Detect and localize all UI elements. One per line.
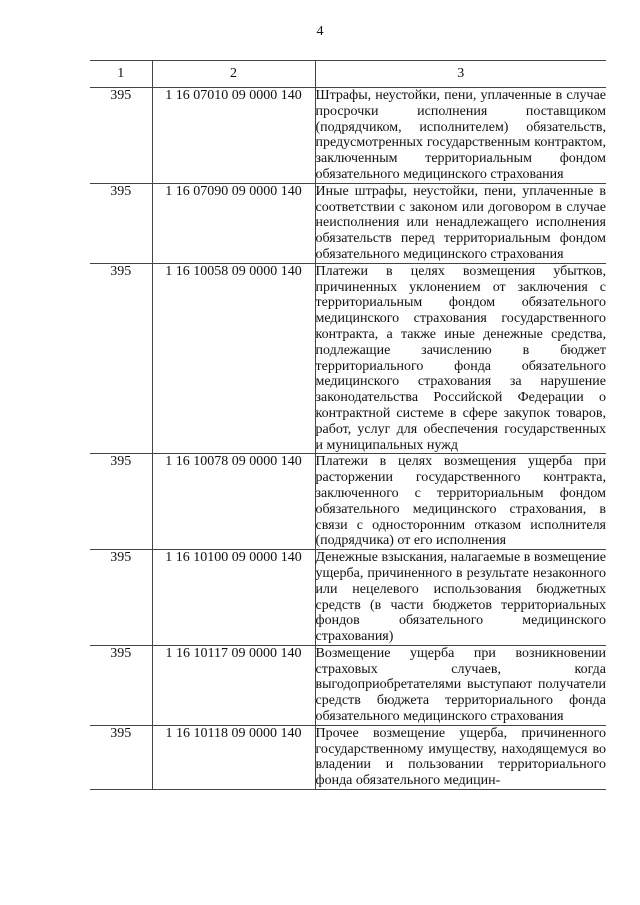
page-number: 4 — [316, 24, 324, 39]
revenue-description: Иные штрафы, неустойки, пени, уплаченные в соответствии с законом или договором в случае неисполнения или ненадлежащего исполнения обязательств перед территориальным фондом обязательного медицинского страхования — [315, 183, 606, 262]
revenue-code: 1 16 10117 09 0000 140 — [152, 645, 315, 725]
administrator-code: 395 — [90, 183, 152, 263]
revenue-description: Денежные взыскания, налагаемые в возмещение ущерба, причиненного в результате незаконного или нецелевого использования бюджетных средств (в части бюджетов территориальных фондов обязательного медицинского страхования) — [315, 550, 606, 645]
revenue-description: Прочее возмещение ущерба, причиненного государственному имуществу, находящемуся во владении и пользовании территориального фонда обязательного медицин- — [315, 725, 606, 789]
administrator-code: 395 — [90, 263, 152, 454]
table-row — [90, 183, 606, 263]
table-row — [90, 645, 606, 725]
column-header-3: 3 — [315, 61, 606, 88]
revenue-code: 1 16 07090 09 0000 140 — [152, 183, 315, 263]
revenue-code: 1 16 10118 09 0000 140 — [152, 725, 315, 789]
administrator-code: 395 — [90, 645, 152, 725]
table-row — [90, 725, 606, 789]
administrator-code: 395 — [90, 88, 152, 184]
revenue-description: Возмещение ущерба при возникновении страховых случаев, когда выгодоприобретателями выступают получатели средств бюджета территориального фонда обязательного медицинского страхования — [315, 645, 606, 725]
administrator-code: 395 — [90, 725, 152, 789]
administrator-code: 395 — [90, 454, 152, 550]
table-row — [90, 88, 606, 184]
revenue-code: 1 16 07010 09 0000 140 — [152, 88, 315, 184]
revenue-description: Штрафы, неустойки, пени, уплаченные в случае просрочки исполнения поставщиком (подрядчиком, исполнителем) обязательств, предусмотренных государственным контрактом, заключенным территориальным фондом обязательного медицинского страхования — [315, 88, 606, 182]
table-row — [90, 550, 606, 646]
administrator-code: 395 — [90, 550, 152, 646]
table-row — [90, 454, 606, 550]
revenue-code: 1 16 10058 09 0000 140 — [152, 263, 315, 454]
revenue-code: 1 16 10100 09 0000 140 — [152, 550, 315, 646]
revenue-description: Платежи в целях возмещения ущерба при расторжении государственного контракта, заключенного с территориальным фондом обязательного медицинского страхования, в связи с односторонним отказом исполнителя (подрядчика) от его исполнения — [315, 454, 606, 549]
revenue-code: 1 16 10078 09 0000 140 — [152, 454, 315, 550]
column-header-1: 1 — [90, 61, 152, 88]
table-row — [90, 263, 606, 454]
budget-codes-table — [90, 60, 606, 790]
revenue-description: Платежи в целях возмещения убытков, причиненных уклонением от заключения с территориальным фондом обязательного медицинского страхования государственного контракта, а также иные денежные средства, подлежащие зачислению в бюджет территориального фонда обязательного медицинского страхования за нарушение законодательства Российской Федерации о контрактной системе в сфере закупок товаров, работ, услуг для обеспечения государственных и муниципальных нужд — [315, 263, 606, 453]
column-header-2: 2 — [152, 61, 315, 88]
table-header-row — [90, 61, 606, 88]
